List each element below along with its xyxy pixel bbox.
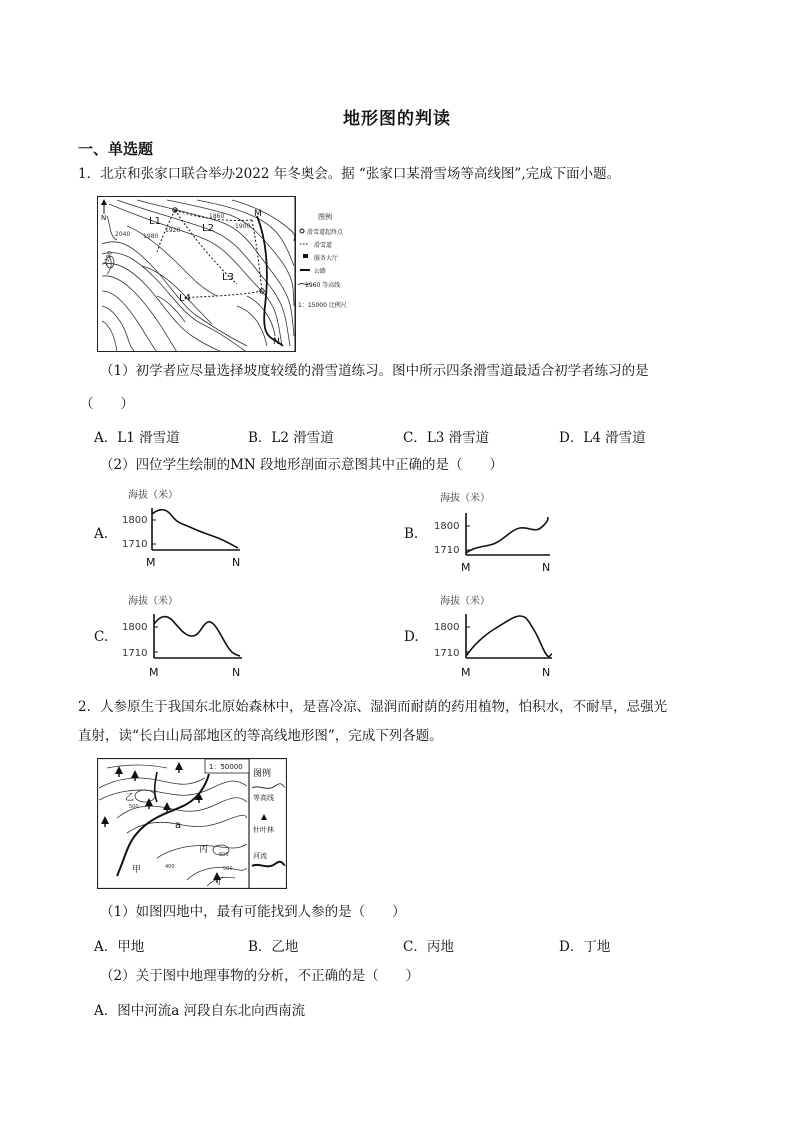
profile-d-line [466, 616, 552, 657]
changbai-contour-map [97, 758, 287, 889]
q2-sub1-option-c[interactable]: C．丙地 [403, 939, 454, 955]
svg-text:400: 400 [165, 864, 175, 870]
q2-legend-title: 图例 [253, 769, 272, 779]
question-1-sub2-stem: （2）四位学生绘制的MN 段地形剖面示意图其中正确的是（ ） [100, 457, 504, 473]
page-title: 地形图的判读 [343, 109, 451, 129]
profile-c-ylow: 1710 [122, 648, 148, 659]
map-legend [296, 207, 360, 327]
q2-map-scale: 1：50000 [209, 763, 243, 771]
q2-legend-contour: 等高线 [253, 794, 274, 802]
q2-legend-river: 河流 [253, 852, 267, 860]
q2-sub1-option-a[interactable]: A．甲地 [94, 939, 145, 955]
profile-chart-d [430, 590, 560, 680]
profile-a-line [152, 510, 238, 548]
profile-a-ylow: 1710 [122, 539, 148, 550]
q1-sub2-option-d[interactable]: D. [404, 629, 419, 645]
svg-text:1980: 1980 [143, 233, 159, 240]
question-2-stem-line1: 2．人参原生于我国东北原始森林中，是喜冷凉、湿润而耐荫的药用植物，怕积水，不耐旱，忌强光 [78, 699, 668, 715]
label-jia: 甲 [132, 865, 142, 875]
q2-sub1-option-d[interactable]: D．丁地 [559, 939, 611, 955]
svg-text:2040: 2040 [115, 231, 131, 238]
svg-text:公路: 公路 [314, 268, 327, 275]
label-l3: L3 [222, 272, 234, 283]
q1-sub1-option-d[interactable]: D．L4 滑雪道 [559, 430, 646, 446]
profile-b-m: M [461, 561, 471, 574]
label-l4: L4 [179, 293, 191, 304]
question-1-stem: 1．北京和张家口联合举办2022 年冬奥会。据 “张家口某滑雪场等高线图”,完成下面小题。 [78, 166, 621, 182]
question-1-sub1-stem: （1）初学者应尽量选择坡度较缓的滑雪道练习。图中所示四条滑雪道最适合初学者练习的是 [100, 363, 649, 379]
profile-d-ylabel: 海拔（米） [440, 596, 490, 607]
label-m: M [254, 209, 262, 219]
profile-a-yhigh: 1800 [122, 515, 148, 526]
profile-a-ylabel: 海拔（米） [128, 490, 178, 501]
profile-a-m: M [146, 556, 156, 569]
profile-b-yhigh: 1800 [434, 521, 460, 532]
question-2-sub2-stem: （2）关于图中地理事物的分析，不正确的是（ ） [100, 968, 420, 984]
profile-a-n: N [232, 556, 241, 569]
svg-text:600: 600 [219, 852, 229, 858]
label-n: N [273, 337, 280, 347]
profile-d-m: M [461, 666, 471, 679]
profile-chart-c [118, 590, 258, 680]
profile-c-line [154, 617, 240, 656]
label-a: a [175, 820, 182, 831]
question-2-stem-line2: 直射，读“长白山局部地区的等高线地形图”，完成下列各题。 [78, 728, 443, 744]
label-ding: 丁 [215, 877, 225, 887]
section-heading: 一、单选题 [78, 140, 154, 158]
q1-sub1-option-c[interactable]: C．L3 滑雪道 [403, 430, 490, 446]
svg-text:滑雪道: 滑雪道 [314, 242, 333, 249]
profile-chart-b [430, 487, 560, 575]
profile-b-ylabel: 海拔（米） [440, 493, 490, 504]
label-l1: L1 [149, 216, 161, 227]
label-bing: 丙 [199, 845, 209, 855]
svg-text:1900: 1900 [235, 223, 251, 230]
profile-b-n: N [542, 561, 551, 574]
profile-b-ylow: 1710 [434, 545, 460, 556]
svg-text:500: 500 [223, 866, 233, 872]
q1-sub2-option-a[interactable]: A. [94, 526, 109, 542]
profile-c-n: N [232, 666, 241, 679]
svg-text:N: N [101, 214, 107, 222]
q1-sub1-option-a[interactable]: A．L1 滑雪道 [94, 430, 180, 446]
profile-chart-a [118, 484, 258, 572]
profile-c-ylabel: 海拔（米） [128, 596, 178, 607]
q2-legend-conifer: 针叶林 [253, 826, 274, 834]
profile-d-n: N [542, 666, 551, 679]
q2-sub2-option-a[interactable]: A．图中河流a 河段自东北向西南流 [94, 1003, 306, 1019]
profile-d-ylow: 1710 [434, 648, 460, 659]
q1-sub1-option-b[interactable]: B．L2 滑雪道 [248, 430, 334, 446]
q1-sub2-option-c[interactable]: C. [94, 629, 109, 645]
legend-title: 图例 [318, 213, 332, 221]
question-2-sub1-stem: （1）如图四地中，最有可能找到人参的是（ ） [100, 904, 406, 920]
svg-text:500: 500 [129, 804, 139, 810]
profile-d-yhigh: 1800 [434, 622, 460, 633]
q1-sub2-option-b[interactable]: B. [404, 526, 419, 542]
profile-b-line [466, 517, 548, 553]
q2-sub1-option-b[interactable]: B．乙地 [248, 939, 299, 955]
svg-text:1920: 1920 [165, 227, 181, 234]
svg-text:1860: 1860 [209, 213, 225, 220]
svg-text:2100: 2100 [102, 249, 115, 267]
ski-resort-contour-map [97, 196, 296, 352]
profile-c-m: M [149, 666, 159, 679]
profile-c-yhigh: 1800 [122, 622, 148, 633]
svg-text:1960 等高线: 1960 等高线 [305, 282, 341, 289]
svg-text:滑雪道起终点: 滑雪道起终点 [307, 229, 344, 236]
question-1-sub1-paren: （ ） [80, 396, 134, 412]
label-yi: 乙 [125, 793, 135, 803]
svg-text:服务大厅: 服务大厅 [314, 255, 339, 262]
map-scale: 1：15000 比例尺 [298, 302, 347, 309]
label-l2: L2 [202, 223, 214, 234]
